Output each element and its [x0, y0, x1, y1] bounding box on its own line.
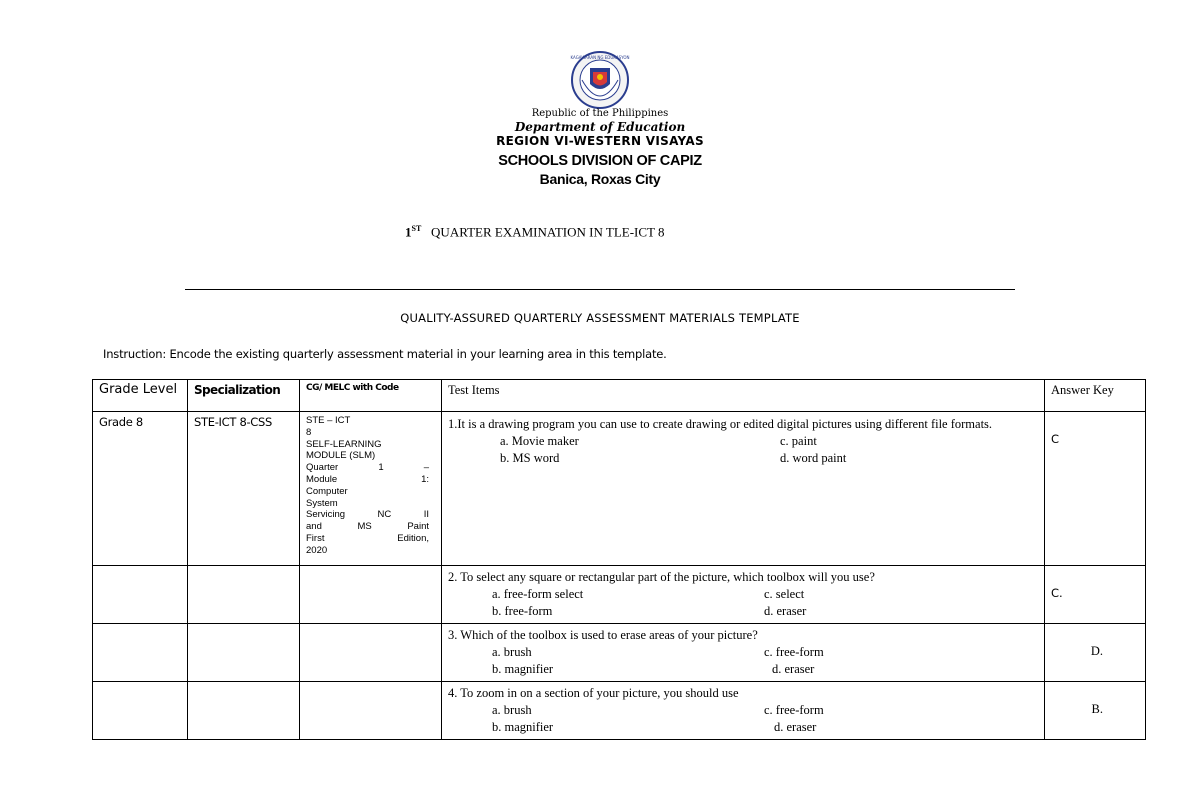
code-line: 8 [306, 426, 312, 438]
option-a: a. free-form select [492, 587, 584, 601]
option-c: c. free-form [764, 645, 824, 659]
test-item-4 [442, 682, 1045, 740]
question-text: 2. To select any square or rectangular part of the picture, which toolbox will you use? [448, 570, 875, 584]
specialization-cell [188, 624, 300, 682]
options-row [448, 450, 1038, 467]
header-answer-key: Answer Key [1045, 380, 1146, 412]
instruction-text: Instruction: Encode the existing quarterly assessment material in your learning area in this template. [103, 347, 667, 361]
options-row [448, 603, 1038, 620]
test-item-3 [442, 624, 1045, 682]
table-row [93, 412, 1146, 566]
option-c: c. paint [780, 434, 817, 448]
options-row [448, 644, 1038, 661]
grade-cell [93, 682, 188, 740]
option-c: c. free-form [764, 703, 824, 717]
option-d: d. eraser [774, 720, 817, 734]
grade-cell [93, 624, 188, 682]
exam-number-suffix: ST [411, 224, 422, 233]
option-d: d. eraser [772, 662, 815, 676]
code-line: MODULE (SLM) [306, 450, 376, 462]
options-row [448, 433, 1038, 450]
table-row [93, 566, 1146, 624]
melc-code-cell [300, 566, 442, 624]
assessment-table [92, 379, 1146, 740]
answer-key-1: C [1045, 412, 1146, 566]
horizontal-rule [185, 289, 1015, 290]
table-row [93, 682, 1146, 740]
exam-number: 1 [405, 224, 412, 240]
option-a: a. brush [492, 645, 532, 659]
header-specialization: Specialization [188, 380, 300, 412]
melc-code-cell [300, 682, 442, 740]
table-header-row [93, 380, 1146, 412]
exam-title-text: QUARTER EXAMINATION IN TLE-ICT 8 [431, 224, 665, 240]
melc-code-cell [300, 412, 442, 566]
code-line: SELF-LEARNING [306, 438, 382, 450]
options-row [448, 661, 1038, 678]
option-b: b. free-form [492, 604, 553, 618]
options-row [448, 586, 1038, 603]
code-line: 2020 [306, 544, 328, 556]
specialization-cell: STE-ICT 8-CSS [188, 412, 300, 566]
code-line: STE – ICT [306, 415, 351, 426]
grade-cell: Grade 8 [93, 412, 188, 566]
option-c: c. select [764, 587, 805, 601]
answer-key-3: D. [1045, 624, 1146, 682]
option-a: a. Movie maker [500, 434, 579, 448]
question-text: 3. Which of the toolbox is used to erase areas of your picture? [448, 628, 758, 642]
code-line: Servicing NC II [306, 509, 429, 521]
test-item-2 [442, 566, 1045, 624]
grade-cell [93, 566, 188, 624]
option-a: a. brush [492, 703, 532, 717]
header-test-items: Test Items [442, 380, 1045, 412]
question-text: 1.It is a drawing program you can use to create drawing or edited digital pictures using different file formats. [448, 417, 993, 431]
options-row [448, 719, 1038, 736]
svg-text:KAGAWARAN NG EDUKASYON: KAGAWARAN NG EDUKASYON [570, 55, 630, 60]
exam-title [405, 224, 664, 240]
option-b: b. magnifier [492, 662, 554, 676]
header-grade-level: Grade Level [93, 380, 188, 412]
department-line: Department of Education [514, 120, 686, 134]
template-title: QUALITY-ASSURED QUARTERLY ASSESSMENT MATERIALS TEMPLATE [400, 311, 800, 325]
option-b: b. MS word [500, 451, 560, 465]
option-b: b. magnifier [492, 720, 554, 734]
option-d: d. word paint [780, 451, 847, 465]
test-item-1 [442, 412, 1045, 566]
question-text: 4. To zoom in on a section of your picture, you should use [448, 686, 739, 700]
specialization-cell [188, 682, 300, 740]
specialization-cell [188, 566, 300, 624]
division-line: SCHOOLS DIVISION OF CAPIZ [498, 153, 702, 169]
code-line: Computer [306, 485, 348, 497]
region-line: REGION VI-WESTERN VISAYAS [496, 134, 704, 148]
options-row [448, 702, 1038, 719]
code-line: Quarter 1 – [306, 462, 429, 474]
location-line: Banica, Roxas City [539, 171, 661, 187]
melc-code-cell [300, 624, 442, 682]
code-line: First Edition, [306, 532, 429, 544]
answer-key-2: C. [1045, 566, 1146, 624]
code-line: and MS Paint [306, 521, 429, 533]
option-d: d. eraser [764, 604, 807, 618]
code-line: System [306, 497, 338, 509]
answer-key-4: B. [1045, 682, 1146, 740]
republic-line: Republic of the Philippines [531, 108, 669, 119]
code-line: Module 1: [306, 473, 429, 485]
header-melc-code: CG/ MELC with Code [300, 380, 442, 412]
deped-seal [560, 50, 640, 110]
table-row [93, 624, 1146, 682]
